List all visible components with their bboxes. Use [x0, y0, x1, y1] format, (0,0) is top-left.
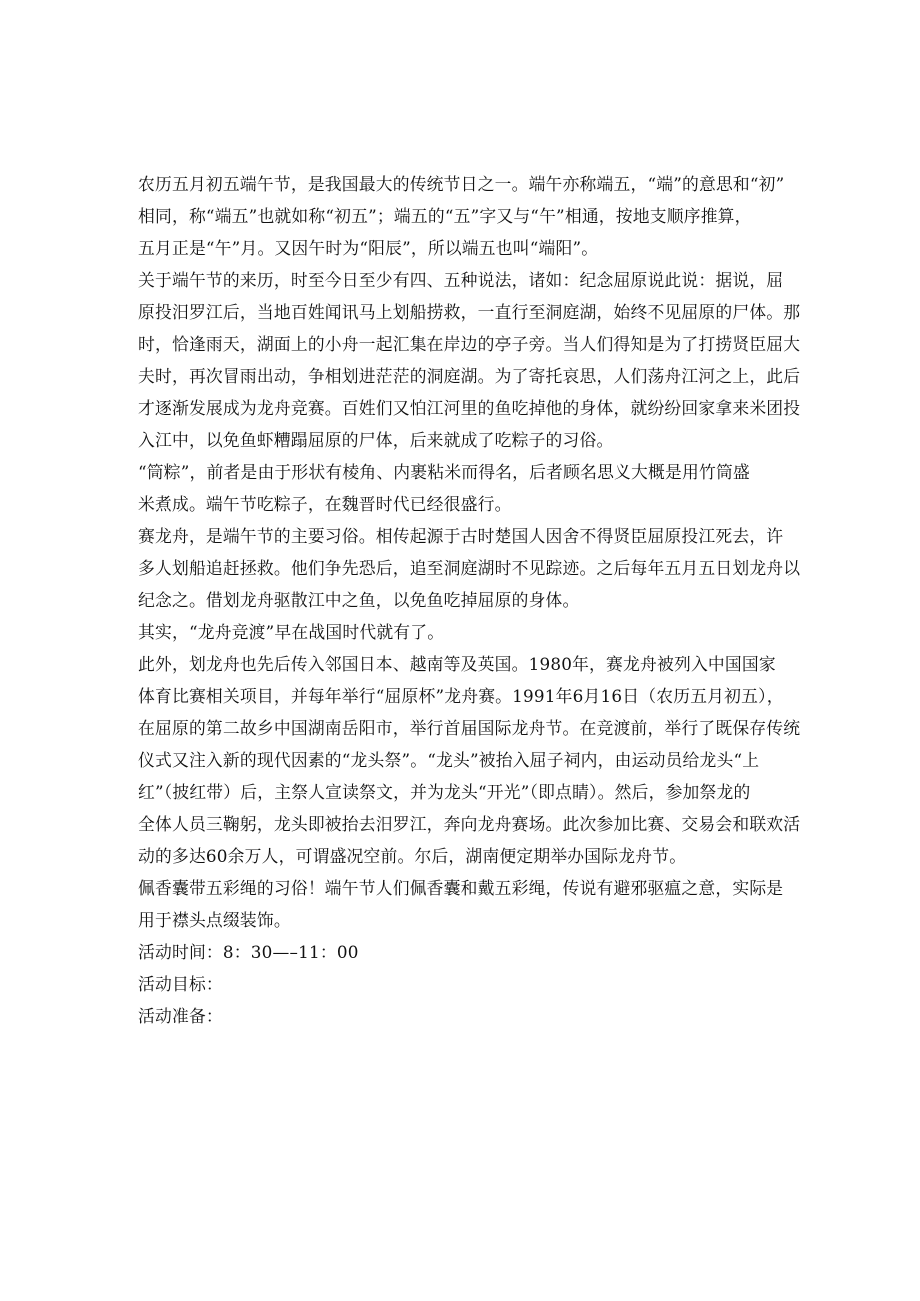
- text-line: 佩香囊带五彩绳的习俗！端午节人们佩香囊和戴五彩绳，传说有避邪驱瘟之意，实际是: [138, 878, 784, 898]
- paragraph-international-festival: [138, 648, 808, 872]
- text-line: “筒粽”，前者是由于形状有棱角、内裹粘米而得名，后者顾名思义大概是用竹筒盛: [138, 462, 750, 482]
- text-line: 农历五月初五端午节，是我国最大的传统节日之一。端午亦称端五，“端”的意思和“初”: [138, 174, 785, 194]
- document-body: [138, 168, 808, 1032]
- text-line: 纪念之。借划龙舟驱散江中之鱼，以免鱼吃掉屈原的身体。: [138, 590, 580, 610]
- text-line: 此外，划龙舟也先后传入邻国日本、越南等及英国。1980年，赛龙舟被列入中国国家: [138, 654, 776, 674]
- paragraph-zongzi: [138, 456, 808, 520]
- text-line: 相同，称“端五”也就如称“初五”；端五的“五”字又与“午”相通，按地支顺序推算，: [138, 206, 752, 226]
- text-line: 动的多达60余万人，可谓盛况空前。尔后，湖南便定期举办国际龙舟节。: [138, 846, 687, 866]
- text-line: 夫时，再次冒雨出动，争相划进茫茫的洞庭湖。为了寄托哀思，人们荡舟江河之上，此后: [138, 366, 801, 386]
- paragraph-festival-origin: [138, 264, 808, 456]
- text-line: 全体人员三鞠躬，龙头即被抬去汨罗江，奔向龙舟赛场。此次参加比赛、交易会和联欢活: [138, 814, 801, 834]
- text-line: 红”（披红带）后，主祭人宣读祭文，并为龙头“开光”（即点睛）。然后，参加祭龙的: [138, 782, 751, 802]
- text-line: 才逐渐发展成为龙舟竞赛。百姓们又怕江河里的鱼吃掉他的身体，就纷纷回家拿来米团投: [138, 398, 801, 418]
- text-line: 原投汨罗江后，当地百姓闻讯马上划船捞救，一直行至洞庭湖，始终不见屈原的尸体。那: [138, 302, 801, 322]
- text-line: 体育比赛相关项目，并每年举行“屈原杯”龙舟赛。1991年6月16日（农历五月初五），: [138, 686, 784, 706]
- text-line: 关于端午节的来历，时至今日至少有四、五种说法，诸如：纪念屈原说此说：据说，屈: [138, 270, 784, 290]
- paragraph-activity-time: [138, 936, 808, 968]
- text-line: 其实，“龙舟竞渡”早在战国时代就有了。: [138, 622, 445, 642]
- text-line: 仪式又注入新的现代因素的“龙头祭”。“龙头”被抬入屈子祠内，由运动员给龙头“上: [138, 750, 760, 770]
- text-line: 多人划船追赶拯救。他们争先恐后，追至洞庭湖时不见踪迹。之后每年五月五日划龙舟以: [138, 558, 801, 578]
- paragraph-warring-states: [138, 616, 808, 648]
- text-line: 活动准备：: [138, 1006, 223, 1026]
- paragraph-activity-preparation: [138, 1000, 808, 1032]
- text-line: 用于襟头点缀装饰。: [138, 910, 291, 930]
- paragraph-dragon-boat-race: [138, 520, 808, 616]
- text-line: 米煮成。端午节吃粽子，在魏晋时代已经很盛行。: [138, 494, 512, 514]
- text-line: 赛龙舟，是端午节的主要习俗。相传起源于古时楚国人因舍不得贤臣屈原投江死去，许: [138, 526, 784, 546]
- paragraph-dragon-boat-festival-intro: [138, 168, 808, 264]
- text-line: 活动目标：: [138, 974, 223, 994]
- text-line: 活动时间：8：30—–11：00: [138, 942, 359, 962]
- text-line: 五月正是“午”月。又因午时为“阳辰”，所以端五也叫“端阳”。: [138, 238, 599, 258]
- paragraph-activity-goal: [138, 968, 808, 1000]
- text-line: 时，恰逢雨天，湖面上的小舟一起汇集在岸边的亭子旁。当人们得知是为了打捞贤臣屈大: [138, 334, 801, 354]
- text-line: 在屈原的第二故乡中国湖南岳阳市，举行首届国际龙舟节。在竞渡前，举行了既保存传统: [138, 718, 801, 738]
- paragraph-sachet-custom: [138, 872, 808, 936]
- text-line: 入江中，以免鱼虾糟蹋屈原的尸体，后来就成了吃粽子的习俗。: [138, 430, 614, 450]
